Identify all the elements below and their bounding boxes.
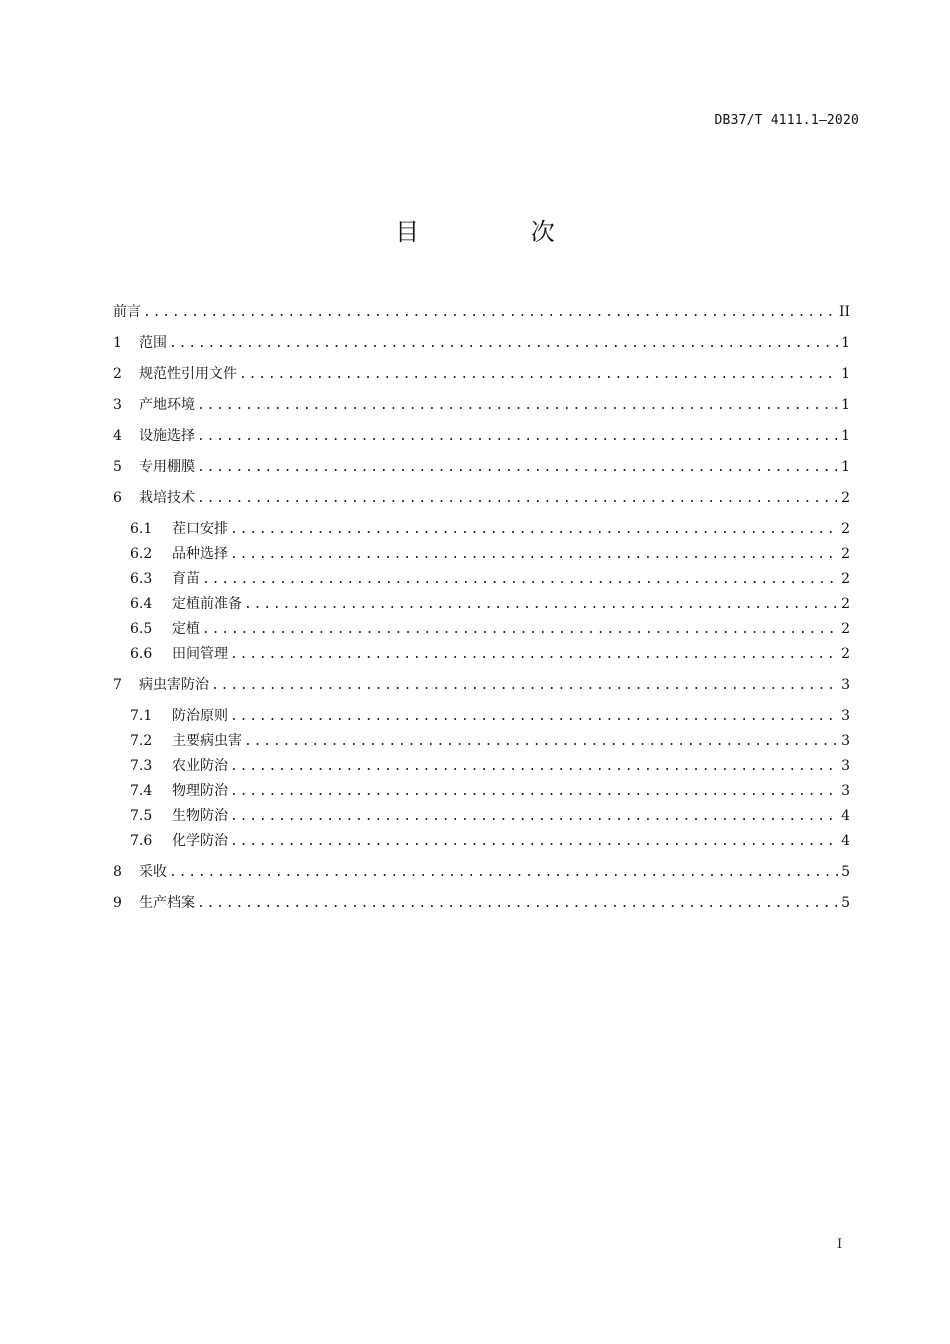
toc-dot-leader <box>197 894 839 914</box>
toc-entry-page: 1 <box>841 428 850 444</box>
toc-entry-page: 2 <box>841 646 850 662</box>
toc-entry-title: 范围 <box>139 335 167 351</box>
toc-entry-number: 7.2 <box>130 733 153 749</box>
toc-entry-number: 7.6 <box>130 833 153 849</box>
toc-entry-number: 6 <box>113 490 122 506</box>
toc-entry[interactable] <box>113 675 850 695</box>
toc-entry-number: 6.1 <box>130 521 153 537</box>
toc-entry-number: 7 <box>113 677 122 693</box>
toc-dot-leader <box>230 707 839 727</box>
toc-entry-page: 2 <box>841 490 850 506</box>
toc-entry-title: 定植 <box>172 621 200 637</box>
toc-entry-title: 品种选择 <box>172 546 228 562</box>
toc-entry-title: 农业防治 <box>172 758 228 774</box>
toc-entry-title: 主要病虫害 <box>172 733 242 749</box>
toc-dot-leader <box>244 732 839 752</box>
toc-dot-leader <box>197 427 839 447</box>
toc-dot-leader <box>230 645 839 665</box>
toc-entry[interactable] <box>130 619 850 639</box>
toc-entry[interactable] <box>130 569 850 589</box>
toc-entry[interactable] <box>130 731 850 751</box>
toc-entry[interactable] <box>130 594 850 614</box>
toc-entry-number: 6.2 <box>130 546 153 562</box>
toc-entry-number: 4 <box>113 428 122 444</box>
toc-dot-leader <box>211 676 839 696</box>
toc-entry-number: 6.3 <box>130 571 153 587</box>
toc-dot-leader <box>239 365 839 385</box>
toc-entry[interactable] <box>113 862 850 882</box>
toc-dot-leader <box>197 396 839 416</box>
toc-entry-page: 4 <box>841 833 850 849</box>
toc-entry-page: 3 <box>841 783 850 799</box>
toc-dot-leader <box>197 458 839 478</box>
toc-dot-leader <box>230 782 839 802</box>
toc-entry-title: 前言 <box>113 304 141 320</box>
toc-entry-number: 8 <box>113 864 122 880</box>
toc-dot-leader <box>230 545 839 565</box>
toc-dot-leader <box>230 757 839 777</box>
toc-dot-leader <box>202 620 839 640</box>
toc-entry-title: 病虫害防治 <box>139 677 209 693</box>
toc-title: 目 次 <box>395 218 607 246</box>
document-code: DB37/T 4111.1—2020 <box>714 113 859 128</box>
toc-entry-page: 2 <box>841 596 850 612</box>
toc-entry[interactable] <box>113 302 850 322</box>
toc-dot-leader <box>202 570 839 590</box>
toc-entry-title: 生物防治 <box>172 808 228 824</box>
toc-entry[interactable] <box>130 706 850 726</box>
toc-entry-number: 2 <box>113 366 122 382</box>
toc-entry[interactable] <box>113 457 850 477</box>
toc-entry[interactable] <box>130 644 850 664</box>
toc-entry[interactable] <box>113 364 850 384</box>
toc-entry-title: 定植前准备 <box>172 596 242 612</box>
toc-entry-page: 1 <box>841 335 850 351</box>
toc-dot-leader <box>230 832 839 852</box>
toc-entry-title: 栽培技术 <box>139 490 195 506</box>
toc-entry[interactable] <box>130 831 850 851</box>
toc-entry[interactable] <box>113 395 850 415</box>
toc-entry-page: 2 <box>841 521 850 537</box>
toc-entry-page: 3 <box>841 733 850 749</box>
toc-entry-title: 茬口安排 <box>172 521 228 537</box>
toc-entry-number: 6.4 <box>130 596 153 612</box>
toc-entry-number: 7.5 <box>130 808 153 824</box>
toc-entry[interactable] <box>130 756 850 776</box>
toc-entry-number: 6.5 <box>130 621 153 637</box>
toc-entry-number: 7.3 <box>130 758 153 774</box>
toc-entry-page: II <box>838 304 850 320</box>
toc-dot-leader <box>197 489 839 509</box>
toc-entry-page: 5 <box>841 864 850 880</box>
toc-entry-page: 4 <box>841 808 850 824</box>
toc-entry-page: 1 <box>841 459 850 475</box>
toc-entry-number: 9 <box>113 895 122 911</box>
toc-entry-title: 田间管理 <box>172 646 228 662</box>
toc-entry-page: 1 <box>841 366 850 382</box>
toc-entry-title: 生产档案 <box>139 895 195 911</box>
toc-entry-number: 1 <box>113 335 122 351</box>
toc-entry-page: 1 <box>841 397 850 413</box>
toc-entry-number: 5 <box>113 459 122 475</box>
toc-entry-number: 7.1 <box>130 708 153 724</box>
toc-entry-title: 防治原则 <box>172 708 228 724</box>
toc-entry-number: 3 <box>113 397 122 413</box>
toc-entry-title: 化学防治 <box>172 833 228 849</box>
toc-entry-page: 2 <box>841 621 850 637</box>
toc-entry-page: 3 <box>841 708 850 724</box>
toc-entry[interactable] <box>130 544 850 564</box>
toc-entry-title: 育苗 <box>172 571 200 587</box>
toc-entry-title: 专用棚膜 <box>139 459 195 475</box>
toc-dot-leader <box>230 807 839 827</box>
toc-dot-leader <box>230 520 839 540</box>
page-number: I <box>837 1237 843 1252</box>
toc-entry-title: 规范性引用文件 <box>139 366 237 382</box>
toc-entry-title: 产地环境 <box>139 397 195 413</box>
toc-entry[interactable] <box>130 781 850 801</box>
toc-entry[interactable] <box>130 519 850 539</box>
toc-entry-title: 设施选择 <box>139 428 195 444</box>
toc-entry-page: 2 <box>841 571 850 587</box>
toc-entry[interactable] <box>113 333 850 353</box>
toc-entry-number: 6.6 <box>130 646 153 662</box>
toc-entry-page: 2 <box>841 546 850 562</box>
toc-dot-leader <box>169 334 839 354</box>
toc-dot-leader <box>169 863 839 883</box>
toc-entry[interactable] <box>113 426 850 446</box>
toc-entry[interactable] <box>130 806 850 826</box>
toc-dot-leader <box>244 595 839 615</box>
toc-entry-title: 采收 <box>139 864 167 880</box>
toc-entry-number: 7.4 <box>130 783 153 799</box>
toc-entry[interactable] <box>113 488 850 508</box>
toc-entry-title: 物理防治 <box>172 783 228 799</box>
toc-entry-page: 3 <box>841 758 850 774</box>
toc-entry[interactable] <box>113 893 850 913</box>
toc-dot-leader <box>143 303 837 323</box>
toc-entry-page: 3 <box>841 677 850 693</box>
toc-entry-page: 5 <box>841 895 850 911</box>
